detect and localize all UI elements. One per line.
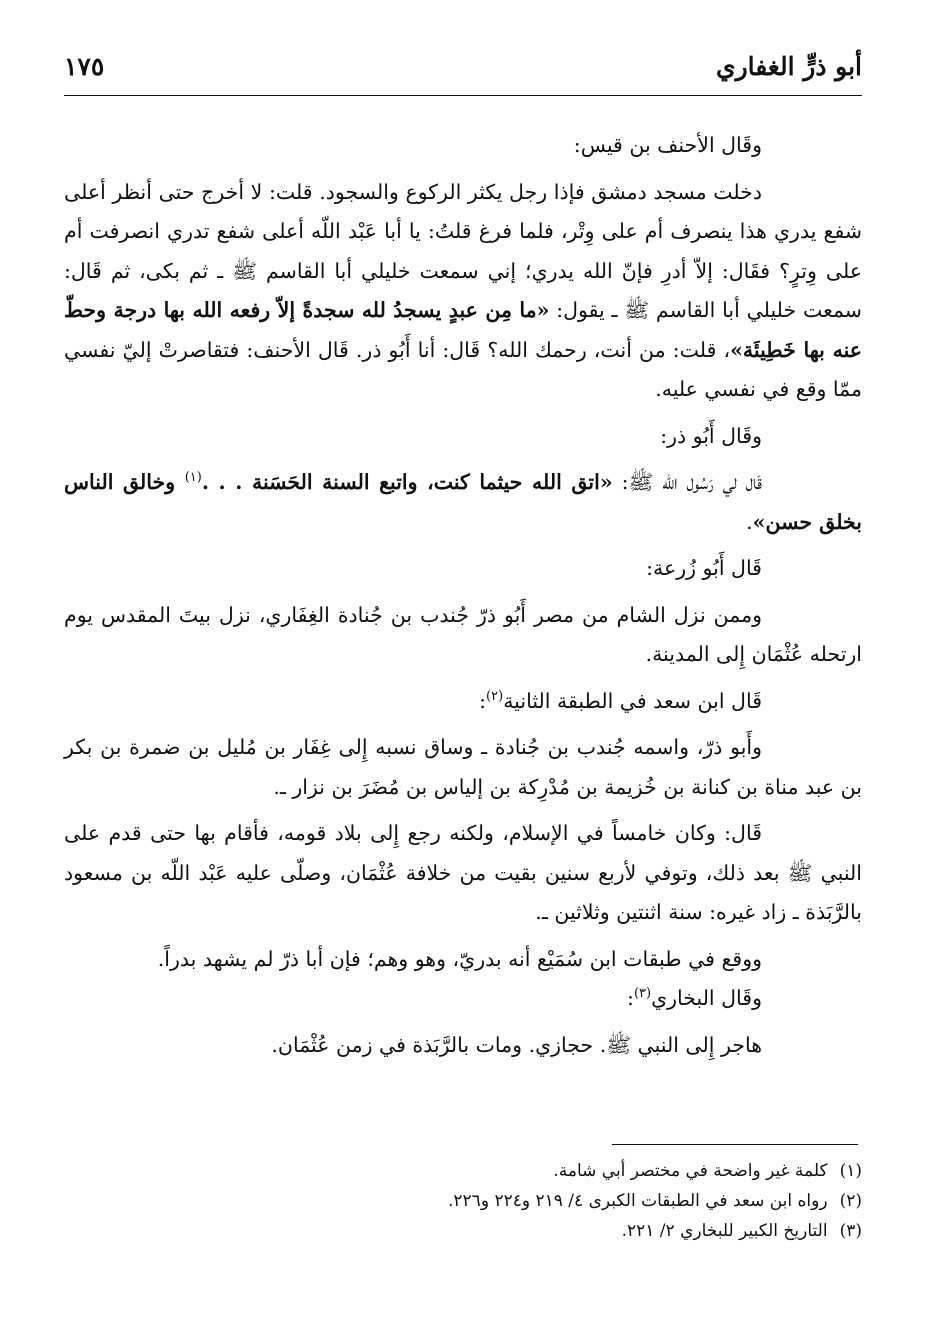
paragraph-text: قَال ابن سعد في الطبقة الثانية	[503, 688, 762, 713]
paragraph-sham	[64, 596, 862, 675]
paragraph-text: :	[627, 986, 634, 1010]
paragraph-islam-fifth	[64, 814, 862, 933]
paragraph-text: وممن نزل الشام من مصر أَبُو ذرّ جُندب بن جُنادة الغِفَاري، نزل بيتَ المقدس يوم ارتحله عُثْمَان إِلى المدينة.	[64, 602, 862, 666]
footnote-rule	[612, 1144, 858, 1145]
paragraph-hijra	[64, 1026, 862, 1066]
paragraph-damascus-mosque	[64, 173, 862, 410]
hadith-text: وخالق الناس بخلق حسن»	[64, 470, 862, 534]
running-title: أبو ذرٍّ الغفاري	[716, 52, 862, 81]
footnote-ref: (٣)	[633, 986, 652, 1002]
footnote-text: رواه ابن سعد في الطبقات الكبرى ٤/ ٢١٩ و٢٢٤ و٢٢٦.	[448, 1191, 828, 1211]
footnote-ref: (٢)	[486, 688, 504, 704]
footnote-ref: (١)	[184, 470, 202, 486]
hadith-text: «اتق الله حيثما كنت، واتبع السنة الحَسَنة . . .	[201, 470, 613, 494]
paragraph-text: ووقع في طبقات ابن سُمَيْع أنه بدريّ، وهو وهم؛ فإن أبا ذرّ لم يشهد بدراً.	[157, 946, 762, 971]
header-rule	[64, 95, 862, 96]
paragraph-abu-dharr-intro	[64, 417, 862, 457]
paragraph-text: .	[746, 509, 753, 534]
footnote-number: (٣)	[839, 1221, 862, 1241]
body-text	[64, 126, 862, 1065]
footnote-number: (١)	[839, 1161, 862, 1181]
paragraph-text: ، قلت: من أنت، رحمك الله؟ قَال: أنا أَبُو ذر. قَال الأحنف: فتقاصرتْ إليّ نفسي ممّا وقع في نفسي عليه.	[64, 337, 862, 401]
paragraph-text: دخلت مسجد دمشق فإذا رجل يكثر الركوع والسجود. قلت: لا أخرج حتى أنظر أعلى شفع يدري هذا ينصرف أم على وِتْر، فلما فرغ قلتُ: يا أبا عَبْد اللّه أعلى شفع تدري انصرفت أم على وِترٍ؟ فقَال: إلاّ أدرِ فإنّ الله يدري؛ إني سمعت خليلي أبا القاسم ﷺ ـ ثم بكى، ثم قَال: سمعت خليلي أبا القاسم ﷺ ـ يقول:	[64, 179, 862, 322]
paragraph-text: :	[479, 688, 487, 713]
footnote-number: (٢)	[839, 1191, 862, 1211]
paragraph-ibn-saad-intro	[64, 682, 862, 722]
footnote-item	[64, 1156, 862, 1186]
paragraph-text: وقَال أَبُو ذر:	[660, 423, 762, 448]
paragraph-abu-zura-intro	[64, 549, 862, 589]
paragraph-text: وقَال الأحنف بن قيس:	[573, 133, 762, 157]
paragraph-ahnaf-intro	[64, 126, 862, 166]
footnote-text: كلمة غير واضحة في مختصر أبي شامة.	[553, 1161, 828, 1181]
paragraph-ibn-sumay	[64, 940, 862, 980]
paragraph-bukhari-intro	[64, 979, 862, 1019]
paragraph-text: وقَال البخاري	[651, 986, 762, 1010]
paragraph-text: قَال: وكان خامساً في الإسلام، ولكنه رجع إِلى بلاد قومه، فأقام بها حتى قدم على النبي ﷺ بعد ذلك، وتوفي لأربع سنين بقيت من خلافة عُثْمَان، وصلّى عليه عَبْد اللّه بن مسعود بالرَّبَذة ـ زاد غيره: سنة اثنتين وثلاثين ـ.	[64, 821, 862, 924]
page-header	[64, 52, 862, 92]
paragraph-text: قَال لي رَسُول الله ﷺ:	[612, 470, 763, 494]
footnote-item	[64, 1186, 862, 1216]
hadith-text: «ما مِن عبدٍ يسجدُ لله سجدةً إلاّ رفعه الله بها درجة وحطّ عنه بها خَطِيئَة»	[64, 298, 862, 362]
page-number: ١٧٥	[64, 52, 105, 81]
paragraph-text: قَال أَبُو زُرعة:	[646, 556, 762, 580]
footnote-text: التاريخ الكبير للبخاري ٢/ ٢٢١.	[621, 1221, 828, 1241]
paragraph-hadith-taqwa	[64, 463, 862, 542]
footnotes	[64, 1156, 862, 1246]
paragraph-lineage	[64, 728, 862, 807]
paragraph-text: وأَبو ذرّ، واسمه جُندب بن جُنادة ـ وساق نسبه إِلى غِفَار بن مُليل بن ضمرة بن بكر بن عبد مناة بن كنانة بن خُزيمة بن مُدْرِكة بن إلياس بن مُضَرَ بن نزار ـ.	[64, 735, 862, 799]
paragraph-text: هاجر إِلى النبي ﷺ. حجازي. ومات بالرَّبَذة في زمن عُثْمَان.	[271, 1032, 762, 1057]
footnote-item	[64, 1216, 862, 1246]
